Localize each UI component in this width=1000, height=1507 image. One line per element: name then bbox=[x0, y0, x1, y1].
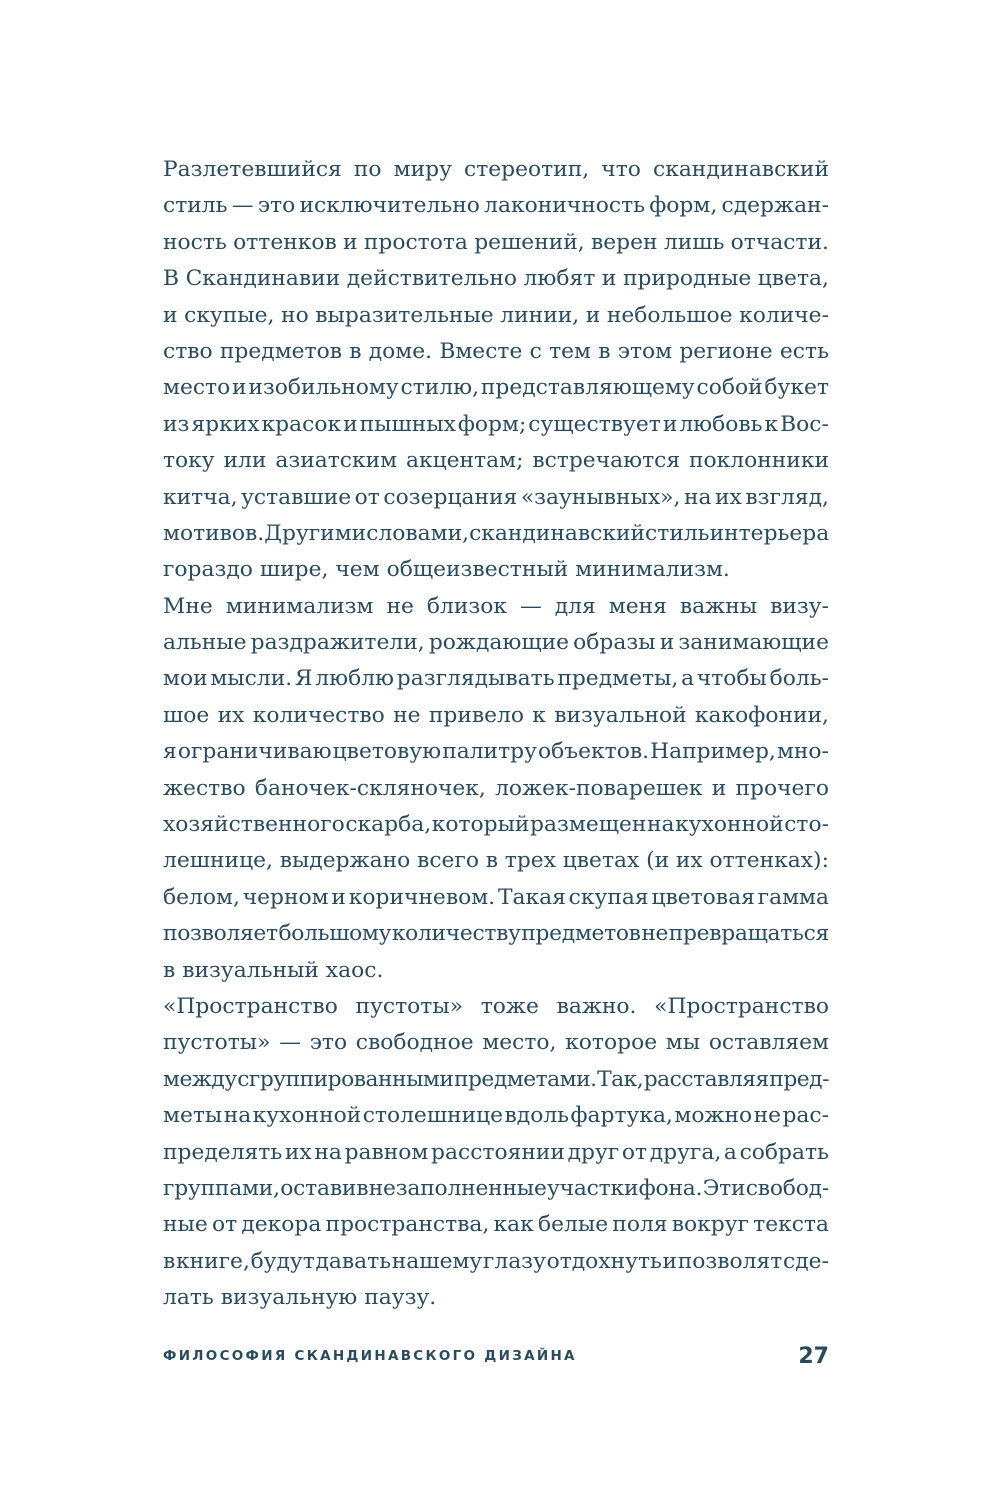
text-line: и скупые, но выразительные линии, и небольшое количе- bbox=[163, 302, 829, 328]
text-line: ность оттенков и простота решений, верен лишь отчасти. bbox=[163, 229, 829, 255]
text-line: в книге, будут давать нашему глазу отдохнуть и позволят сде- bbox=[163, 1248, 829, 1274]
text-line: альные раздражители, рождающие образы и занимающие bbox=[163, 630, 829, 656]
text-line: белом, черном и коричневом. Такая скупая цветовая гамма bbox=[163, 884, 829, 910]
text-line: позволяет большому количеству предметов не превращаться bbox=[163, 921, 829, 947]
text-line: место и изобильному стилю, представляющему собой букет bbox=[163, 375, 829, 401]
text-line: току или азиатским акцентам; встречаются поклонники bbox=[163, 448, 829, 474]
text-line: гораздо шире, чем общеизвестный минимализм. bbox=[163, 557, 730, 583]
text-line: жество баночек-скляночек, ложек-поварешек и прочего bbox=[163, 775, 829, 801]
paragraph-1 bbox=[163, 152, 829, 589]
text-line: лешнице, выдержано всего в трех цветах (и их оттенках): bbox=[163, 848, 829, 874]
text-line: мотивов. Другими словами, скандинавский стиль интерьера bbox=[163, 520, 830, 546]
page-number: 27 bbox=[798, 1343, 829, 1369]
text-line: В Скандинавии действительно любят и природные цвета, bbox=[163, 266, 829, 292]
text-line: стиль — это исключительно лаконичность форм, сдержан- bbox=[163, 193, 829, 219]
text-line: ные от декора пространства, как белые поля вокруг текста bbox=[163, 1212, 829, 1238]
text-line: лать визуальную паузу. bbox=[163, 1285, 437, 1311]
text-line: меты на кухонной столешнице вдоль фартука, можно не рас- bbox=[163, 1103, 829, 1129]
text-line: между сгруппированными предметами. Так, расставляя пред- bbox=[163, 1066, 829, 1092]
paragraph-2 bbox=[163, 589, 829, 989]
text-line: группами, оставив незаполненные участки фона. Эти свобод- bbox=[163, 1175, 829, 1201]
text-line: «Пространство пустоты» тоже важно. «Пространство bbox=[163, 993, 829, 1019]
text-line: из ярких красок и пышных форм; существует и любовь к Вос- bbox=[163, 411, 829, 437]
text-line: шое их количество не привело к визуальной какофонии, bbox=[163, 702, 829, 728]
running-head: ФИЛОСОФИЯ СКАНДИНАВСКОГО ДИЗАЙНА bbox=[163, 1348, 577, 1364]
text-line: пустоты» — это свободное место, которое мы оставляем bbox=[163, 1030, 829, 1056]
body-text bbox=[163, 152, 829, 1317]
text-line: я ограничиваю цветовую палитру объектов. Например, мно- bbox=[163, 739, 829, 765]
text-line: Разлетевшийся по миру стереотип, что скандинавский bbox=[163, 157, 829, 182]
paragraph-3 bbox=[163, 989, 829, 1317]
text-line: хозяйственного скарба, который размещен на кухонной сто- bbox=[163, 812, 829, 838]
text-line: мои мысли. Я люблю разглядывать предметы, а чтобы боль- bbox=[163, 666, 829, 692]
text-line: ство предметов в доме. Вместе с тем в этом регионе есть bbox=[163, 338, 829, 364]
page-footer bbox=[163, 1336, 829, 1376]
text-line: пределять их на равном расстоянии друг от друга, а собрать bbox=[163, 1139, 829, 1165]
text-line: в визуальный хаос. bbox=[163, 957, 384, 983]
text-line: Мне минимализм не близок — для меня важны визу- bbox=[163, 593, 829, 619]
text-line: китча, уставшие от созерцания «заунывных», на их взгляд, bbox=[163, 484, 829, 510]
